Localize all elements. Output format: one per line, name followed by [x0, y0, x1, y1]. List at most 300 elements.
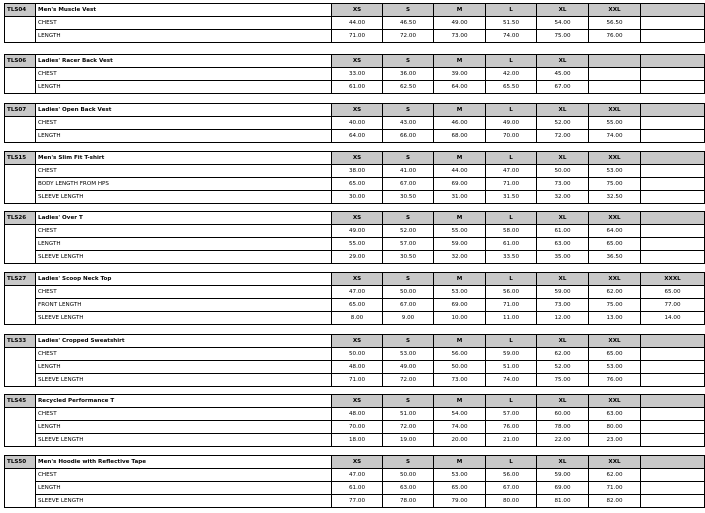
measurement-value: 8.00 — [332, 312, 383, 325]
size-header: XS — [332, 395, 383, 408]
size-header: S — [383, 395, 434, 408]
table-row — [5, 374, 705, 387]
size-header: L — [486, 273, 537, 286]
measurement-value: 56.00 — [486, 469, 537, 482]
measurement-value: 52.00 — [537, 361, 589, 374]
product-code: TLS26 — [5, 212, 36, 225]
measurement-label: LENGTH — [36, 482, 332, 495]
measurement-value: 48.00 — [332, 361, 383, 374]
measurement-value — [641, 191, 705, 204]
measurement-value: 51.00 — [383, 408, 434, 421]
measurement-value: 61.00 — [486, 238, 537, 251]
measurement-value: 81.00 — [537, 495, 589, 508]
table-row — [5, 68, 705, 81]
size-header: L — [486, 456, 537, 469]
size-table — [4, 334, 705, 387]
measurement-value: 61.00 — [537, 225, 589, 238]
product-name: Ladies' Cropped Sweatshirt — [36, 335, 332, 348]
measurement-value: 63.00 — [589, 408, 641, 421]
measurement-label: LENGTH — [36, 361, 332, 374]
measurement-value: 19.00 — [383, 434, 434, 447]
size-header: S — [383, 273, 434, 286]
measurement-value: 62.00 — [589, 286, 641, 299]
table-row — [5, 238, 705, 251]
product-name: Men's Slim Fit T-shirt — [36, 152, 332, 165]
measurement-value: 32.00 — [434, 251, 486, 264]
measurement-value: 45.00 — [537, 68, 589, 81]
size-table — [4, 455, 705, 508]
table-row — [5, 165, 705, 178]
table-row — [5, 30, 705, 43]
size-header: XS — [332, 152, 383, 165]
measurement-value: 20.00 — [434, 434, 486, 447]
measurement-label: SLEEVE LENGTH — [36, 374, 332, 387]
product-name: Men's Muscle Vest — [36, 4, 332, 17]
code-spacer-cell — [5, 191, 36, 204]
size-header: L — [486, 104, 537, 117]
table-row — [5, 421, 705, 434]
measurement-value: 30.00 — [332, 191, 383, 204]
measurement-label: CHEST — [36, 225, 332, 238]
size-table — [4, 103, 705, 143]
table-header-row — [5, 456, 705, 469]
measurement-value: 69.00 — [537, 482, 589, 495]
measurement-value: 18.00 — [332, 434, 383, 447]
measurement-value: 77.00 — [332, 495, 383, 508]
size-header: XS — [332, 456, 383, 469]
size-header: M — [434, 4, 486, 17]
measurement-value: 67.00 — [383, 299, 434, 312]
measurement-value: 52.00 — [537, 117, 589, 130]
measurement-value: 13.00 — [589, 312, 641, 325]
product-name: Ladies' Scoop Neck Top — [36, 273, 332, 286]
measurement-value: 74.00 — [589, 130, 641, 143]
product-name: Ladies' Over T — [36, 212, 332, 225]
measurement-value: 63.00 — [537, 238, 589, 251]
product-code: TLS07 — [5, 104, 36, 117]
size-header: XXL — [589, 212, 641, 225]
measurement-value: 60.00 — [537, 408, 589, 421]
size-header: XL — [537, 152, 589, 165]
measurement-value: 57.00 — [383, 238, 434, 251]
size-header: XXL — [589, 395, 641, 408]
measurement-value: 59.00 — [537, 286, 589, 299]
measurement-value: 72.00 — [383, 374, 434, 387]
measurement-value: 65.00 — [332, 178, 383, 191]
measurement-value: 14.00 — [641, 312, 705, 325]
code-spacer-cell — [5, 421, 36, 434]
measurement-value: 36.50 — [589, 251, 641, 264]
measurement-value: 48.00 — [332, 408, 383, 421]
measurement-value: 62.00 — [537, 348, 589, 361]
size-header: XXL — [589, 104, 641, 117]
size-header — [641, 55, 705, 68]
table-header-row — [5, 152, 705, 165]
measurement-label: CHEST — [36, 117, 332, 130]
product-code: TLS15 — [5, 152, 36, 165]
size-table — [4, 272, 705, 325]
table-header-row — [5, 212, 705, 225]
measurement-value — [641, 238, 705, 251]
product-code: TLS27 — [5, 273, 36, 286]
measurement-value: 35.00 — [537, 251, 589, 264]
measurement-label: LENGTH — [36, 421, 332, 434]
measurement-value: 74.00 — [486, 30, 537, 43]
size-header: XL — [537, 104, 589, 117]
measurement-value: 57.00 — [486, 408, 537, 421]
measurement-value: 49.00 — [332, 225, 383, 238]
measurement-value: 72.00 — [383, 30, 434, 43]
code-spacer-cell — [5, 312, 36, 325]
measurement-value: 80.00 — [589, 421, 641, 434]
table-header-row — [5, 273, 705, 286]
measurement-value: 42.00 — [486, 68, 537, 81]
product-name: Ladies' Open Back Vest — [36, 104, 332, 117]
measurement-value: 56.00 — [486, 286, 537, 299]
table-row — [5, 286, 705, 299]
size-header: M — [434, 55, 486, 68]
measurement-value: 61.00 — [332, 81, 383, 94]
code-spacer-cell — [5, 225, 36, 238]
measurement-value: 67.00 — [383, 178, 434, 191]
measurement-value: 67.00 — [537, 81, 589, 94]
product-name: Ladies' Racer Back Vest — [36, 55, 332, 68]
size-header: XS — [332, 212, 383, 225]
size-table — [4, 151, 705, 204]
size-header: XXL — [589, 152, 641, 165]
measurement-value — [641, 495, 705, 508]
measurement-value: 77.00 — [641, 299, 705, 312]
measurement-value: 72.00 — [383, 421, 434, 434]
measurement-value: 49.00 — [486, 117, 537, 130]
measurement-label: BODY LENGTH FROM HPS — [36, 178, 332, 191]
measurement-value: 65.00 — [589, 238, 641, 251]
measurement-value: 50.00 — [434, 361, 486, 374]
product-name: Men's Hoodie with Reflective Tape — [36, 456, 332, 469]
size-header — [641, 335, 705, 348]
measurement-value: 47.00 — [332, 286, 383, 299]
measurement-value: 65.00 — [641, 286, 705, 299]
size-header — [641, 456, 705, 469]
measurement-value: 32.50 — [589, 191, 641, 204]
measurement-value: 75.00 — [589, 299, 641, 312]
code-spacer-cell — [5, 30, 36, 43]
measurement-label: CHEST — [36, 348, 332, 361]
size-table — [4, 54, 705, 94]
size-header: L — [486, 4, 537, 17]
measurement-value: 76.00 — [589, 374, 641, 387]
measurement-value: 32.00 — [537, 191, 589, 204]
product-code: TLS50 — [5, 456, 36, 469]
measurement-value: 51.00 — [486, 361, 537, 374]
measurement-value: 49.00 — [434, 17, 486, 30]
table-row — [5, 130, 705, 143]
code-spacer-cell — [5, 130, 36, 143]
measurement-value: 53.00 — [589, 361, 641, 374]
measurement-value: 46.50 — [383, 17, 434, 30]
measurement-value: 65.00 — [332, 299, 383, 312]
size-header: XS — [332, 55, 383, 68]
table-header-row — [5, 104, 705, 117]
measurement-value: 39.00 — [434, 68, 486, 81]
size-header — [641, 104, 705, 117]
table-row — [5, 312, 705, 325]
product-code: TLS06 — [5, 55, 36, 68]
measurement-value — [641, 361, 705, 374]
table-row — [5, 348, 705, 361]
code-spacer-cell — [5, 81, 36, 94]
size-header: XL — [537, 456, 589, 469]
size-header: L — [486, 152, 537, 165]
size-header: L — [486, 395, 537, 408]
measurement-value: 30.50 — [383, 191, 434, 204]
measurement-value: 70.00 — [332, 421, 383, 434]
code-spacer-cell — [5, 434, 36, 447]
size-header: M — [434, 104, 486, 117]
measurement-value: 46.00 — [434, 117, 486, 130]
size-header: XXL — [589, 456, 641, 469]
product-code: TLS04 — [5, 4, 36, 17]
measurement-value: 31.00 — [434, 191, 486, 204]
measurement-value: 21.00 — [486, 434, 537, 447]
measurement-value: 68.00 — [434, 130, 486, 143]
measurement-value — [641, 251, 705, 264]
size-header: S — [383, 152, 434, 165]
measurement-value: 52.00 — [383, 225, 434, 238]
table-row — [5, 482, 705, 495]
measurement-value: 23.00 — [589, 434, 641, 447]
measurement-value: 64.00 — [332, 130, 383, 143]
measurement-value: 67.00 — [486, 482, 537, 495]
measurement-value — [641, 17, 705, 30]
code-spacer-cell — [5, 238, 36, 251]
size-header: S — [383, 4, 434, 17]
measurement-value — [641, 130, 705, 143]
measurement-label: CHEST — [36, 165, 332, 178]
size-header — [589, 55, 641, 68]
measurement-label: LENGTH — [36, 238, 332, 251]
measurement-value: 70.00 — [486, 130, 537, 143]
measurement-value: 80.00 — [486, 495, 537, 508]
code-spacer-cell — [5, 374, 36, 387]
measurement-value: 74.00 — [486, 374, 537, 387]
table-row — [5, 17, 705, 30]
measurement-value: 73.00 — [537, 178, 589, 191]
measurement-value: 12.00 — [537, 312, 589, 325]
measurement-value: 50.00 — [383, 469, 434, 482]
measurement-value: 65.50 — [486, 81, 537, 94]
size-header — [641, 4, 705, 17]
measurement-value: 9.00 — [383, 312, 434, 325]
measurement-value: 50.00 — [332, 348, 383, 361]
size-header: XS — [332, 4, 383, 17]
measurement-value: 63.00 — [383, 482, 434, 495]
product-code: TLS45 — [5, 395, 36, 408]
measurement-value: 73.00 — [537, 299, 589, 312]
measurement-value: 61.00 — [332, 482, 383, 495]
measurement-value — [641, 482, 705, 495]
size-table — [4, 3, 705, 43]
measurement-value: 55.00 — [589, 117, 641, 130]
measurement-value — [641, 178, 705, 191]
measurement-value: 72.00 — [537, 130, 589, 143]
measurement-value: 71.00 — [332, 30, 383, 43]
table-row — [5, 178, 705, 191]
code-spacer-cell — [5, 408, 36, 421]
measurement-label: CHEST — [36, 68, 332, 81]
measurement-value: 71.00 — [589, 482, 641, 495]
measurement-value — [641, 421, 705, 434]
code-spacer-cell — [5, 178, 36, 191]
measurement-value: 76.00 — [589, 30, 641, 43]
measurement-value: 78.00 — [537, 421, 589, 434]
measurement-value — [641, 408, 705, 421]
size-header — [641, 212, 705, 225]
measurement-value: 44.00 — [434, 165, 486, 178]
size-table — [4, 394, 705, 447]
size-header — [641, 395, 705, 408]
code-spacer-cell — [5, 165, 36, 178]
measurement-value: 78.00 — [383, 495, 434, 508]
measurement-value: 82.00 — [589, 495, 641, 508]
measurement-label: SLEEVE LENGTH — [36, 312, 332, 325]
measurement-value: 71.00 — [332, 374, 383, 387]
measurement-value: 58.00 — [486, 225, 537, 238]
code-spacer-cell — [5, 469, 36, 482]
measurement-value: 56.50 — [589, 17, 641, 30]
measurement-value: 53.00 — [383, 348, 434, 361]
measurement-value: 53.00 — [434, 469, 486, 482]
table-row — [5, 117, 705, 130]
measurement-value: 43.00 — [383, 117, 434, 130]
size-header: XL — [537, 55, 589, 68]
size-header: L — [486, 55, 537, 68]
measurement-value: 49.00 — [383, 361, 434, 374]
measurement-value — [641, 374, 705, 387]
measurement-value — [641, 81, 705, 94]
size-header: M — [434, 395, 486, 408]
measurement-value: 33.00 — [332, 68, 383, 81]
size-header: S — [383, 456, 434, 469]
measurement-value: 41.00 — [383, 165, 434, 178]
size-header: S — [383, 212, 434, 225]
table-header-row — [5, 335, 705, 348]
measurement-label: LENGTH — [36, 30, 332, 43]
size-header: M — [434, 335, 486, 348]
measurement-label: CHEST — [36, 469, 332, 482]
size-table — [4, 211, 705, 264]
size-header: XL — [537, 395, 589, 408]
measurement-value — [641, 117, 705, 130]
size-header — [641, 152, 705, 165]
measurement-value: 62.00 — [589, 469, 641, 482]
measurement-value — [641, 68, 705, 81]
measurement-value — [641, 434, 705, 447]
measurement-value: 79.00 — [434, 495, 486, 508]
size-header: S — [383, 104, 434, 117]
measurement-label: CHEST — [36, 408, 332, 421]
table-row — [5, 495, 705, 508]
size-header: L — [486, 335, 537, 348]
measurement-value — [641, 225, 705, 238]
measurement-value: 54.00 — [434, 408, 486, 421]
table-row — [5, 191, 705, 204]
size-header: XS — [332, 273, 383, 286]
measurement-value: 22.00 — [537, 434, 589, 447]
measurement-value: 73.00 — [434, 374, 486, 387]
measurement-value: 66.00 — [383, 130, 434, 143]
size-header: S — [383, 335, 434, 348]
table-row — [5, 361, 705, 374]
measurement-value: 55.00 — [434, 225, 486, 238]
size-header: XXL — [589, 273, 641, 286]
table-row — [5, 434, 705, 447]
code-spacer-cell — [5, 299, 36, 312]
measurement-value: 59.00 — [486, 348, 537, 361]
measurement-value: 50.00 — [537, 165, 589, 178]
measurement-value — [589, 68, 641, 81]
measurement-value: 59.00 — [434, 238, 486, 251]
table-header-row — [5, 55, 705, 68]
code-spacer-cell — [5, 348, 36, 361]
measurement-value: 56.00 — [434, 348, 486, 361]
table-row — [5, 469, 705, 482]
measurement-value: 71.00 — [486, 299, 537, 312]
code-spacer-cell — [5, 17, 36, 30]
size-header: XXL — [589, 335, 641, 348]
size-header: XXXL — [641, 273, 705, 286]
size-header: M — [434, 273, 486, 286]
code-spacer-cell — [5, 68, 36, 81]
size-header: XL — [537, 212, 589, 225]
code-spacer-cell — [5, 286, 36, 299]
measurement-value: 75.00 — [589, 178, 641, 191]
table-header-row — [5, 4, 705, 17]
measurement-label: CHEST — [36, 17, 332, 30]
measurement-value: 11.00 — [486, 312, 537, 325]
measurement-value: 38.00 — [332, 165, 383, 178]
measurement-value: 54.00 — [537, 17, 589, 30]
size-header: L — [486, 212, 537, 225]
table-row — [5, 251, 705, 264]
code-spacer-cell — [5, 495, 36, 508]
measurement-value: 74.00 — [434, 421, 486, 434]
code-spacer-cell — [5, 117, 36, 130]
measurement-value: 10.00 — [434, 312, 486, 325]
measurement-value: 75.00 — [537, 374, 589, 387]
measurement-label: SLEEVE LENGTH — [36, 434, 332, 447]
measurement-value: 64.00 — [589, 225, 641, 238]
size-header: S — [383, 55, 434, 68]
size-header: XL — [537, 4, 589, 17]
measurement-value: 55.00 — [332, 238, 383, 251]
measurement-value: 69.00 — [434, 299, 486, 312]
measurement-label: FRONT LENGTH — [36, 299, 332, 312]
size-header: XS — [332, 104, 383, 117]
measurement-value: 65.00 — [589, 348, 641, 361]
measurement-value — [641, 348, 705, 361]
size-header: M — [434, 212, 486, 225]
measurement-label: LENGTH — [36, 81, 332, 94]
measurement-value: 62.50 — [383, 81, 434, 94]
measurement-value: 76.00 — [486, 421, 537, 434]
measurement-value: 36.00 — [383, 68, 434, 81]
measurement-value — [641, 30, 705, 43]
measurement-value: 53.00 — [589, 165, 641, 178]
measurement-value: 31.50 — [486, 191, 537, 204]
measurement-value: 33.50 — [486, 251, 537, 264]
measurement-label: CHEST — [36, 286, 332, 299]
